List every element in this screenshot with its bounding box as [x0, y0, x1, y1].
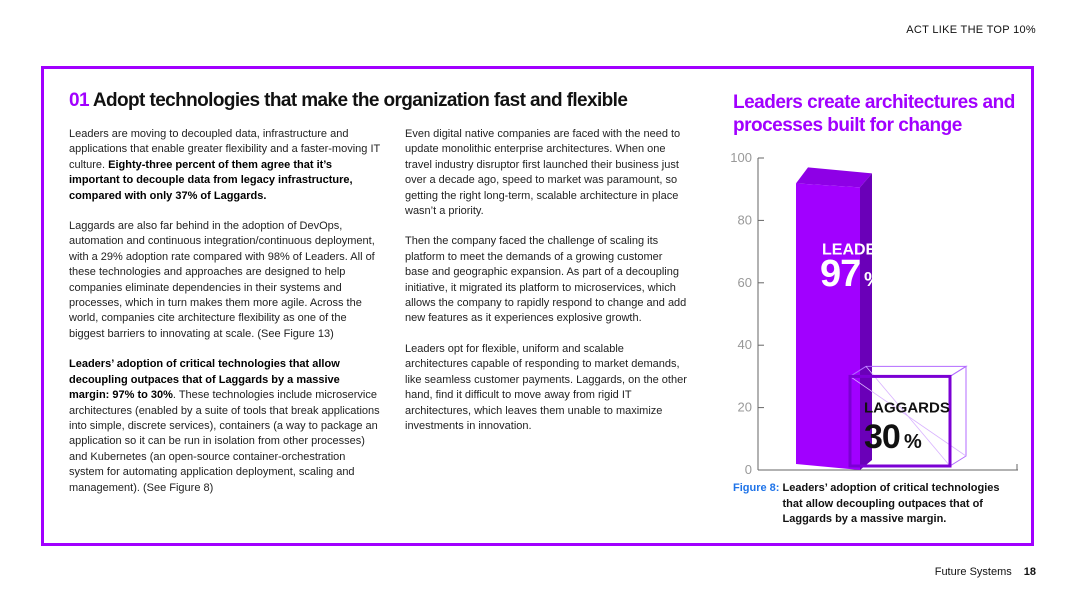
y-tick-label: 100 [730, 150, 752, 165]
footer-title: Future Systems [934, 566, 1012, 578]
paragraph-bold: Leaders’ adoption of critical technologies that allow decoupling outpaces that of Laggards by a massive margin: 97% to 30% [69, 358, 340, 402]
header-tag: ACT LIKE THE TOP 10% [906, 24, 1036, 36]
text-column-2 [405, 127, 687, 449]
y-tick-label: 80 [737, 212, 752, 228]
figure-caption [733, 481, 1023, 528]
paragraph-text: Leaders are moving to decoupled data, infrastructure and applications that enable greater flexibility and a faster-moving IT culture. [69, 128, 381, 171]
section-title-text: Adopt technologies that make the organization fast and flexible [92, 90, 628, 111]
leaders-category-label: LEADERS [822, 241, 899, 259]
laggards-value-label: 30 [864, 418, 900, 457]
laggards-bar-side [950, 366, 966, 466]
figure-label: Figure 8: [733, 482, 780, 494]
paragraph: Laggards are also far behind in the adoption of DevOps, automation and continuous integration/continuous deployment, with a 29% adoption rate compared with 98% of Leaders. All of these technologies and approaches are designed to help companies eliminate dependencies in their systems and processes, which in turn makes them more agile. Across the world, companies cite architecture flexibility as one of the biggest barriers to innovating at scale. (See Figure 13) [69, 220, 375, 340]
paragraph: Even digital native companies are faced with the need to update monolithic enterprise architectures. When one travel industry disruptor first launched their business just over a decade ago, speed to market was paramount, so getting the right long-term, scalable architecture in place wasn’t a priority. [405, 128, 681, 218]
y-tick-label: 60 [737, 274, 752, 290]
leaders-value-label: 97 [820, 252, 861, 295]
laggards-unit-label: % [904, 431, 922, 454]
section-title [69, 90, 627, 112]
text-column-1 [69, 127, 381, 511]
y-tick-label: 0 [744, 462, 752, 477]
paragraph [69, 127, 381, 204]
paragraph [69, 357, 381, 496]
page-number: 18 [1023, 566, 1036, 578]
paragraph: Then the company faced the challenge of scaling its platform to meet the demands of a growing customer base and geographic expansion. As part of a decoupling initiative, it migrated its platform to microservices, which allows the company to rapidly respond to change and add new features as it experiences explosive growth. [405, 235, 687, 325]
footer [935, 566, 1036, 578]
chart-title: Leaders create architectures and processes built for change [733, 92, 1015, 136]
section-number: 01 [69, 90, 89, 111]
paragraph: Leaders opt for flexible, uniform and scalable architectures capable of responding to market demands, like seamless customer payments. Laggards, on the other hand, find it difficult to move away from rigid IT architectures, which leaves them unable to maximize investments in innovation. [405, 342, 687, 432]
y-tick-label: 40 [737, 337, 752, 353]
bar-chart [700, 150, 1030, 480]
y-tick-label: 20 [737, 399, 752, 415]
paragraph-text: . These technologies include microservice architectures (enabled by a suite of tools that break applications into simple, discrete services), containers (a way to package an application so it can be run in isolation from other processes) and Kubernetes (an open-source container-orchestration system for automating application deployment, scaling and management). (See Figure 8) [69, 389, 380, 494]
laggards-category-label: LAGGARDS [864, 399, 950, 417]
paragraph-bold: Eighty-three percent of them agree that it’s important to decouple data from legacy infrastructure, compared with only 37% of Laggards. [69, 158, 353, 202]
figure-caption-text: Leaders’ adoption of critical technologies that allow decoupling outpaces that of Laggards by a massive margin. [782, 482, 1000, 525]
leaders-unit-label: % [864, 268, 882, 291]
